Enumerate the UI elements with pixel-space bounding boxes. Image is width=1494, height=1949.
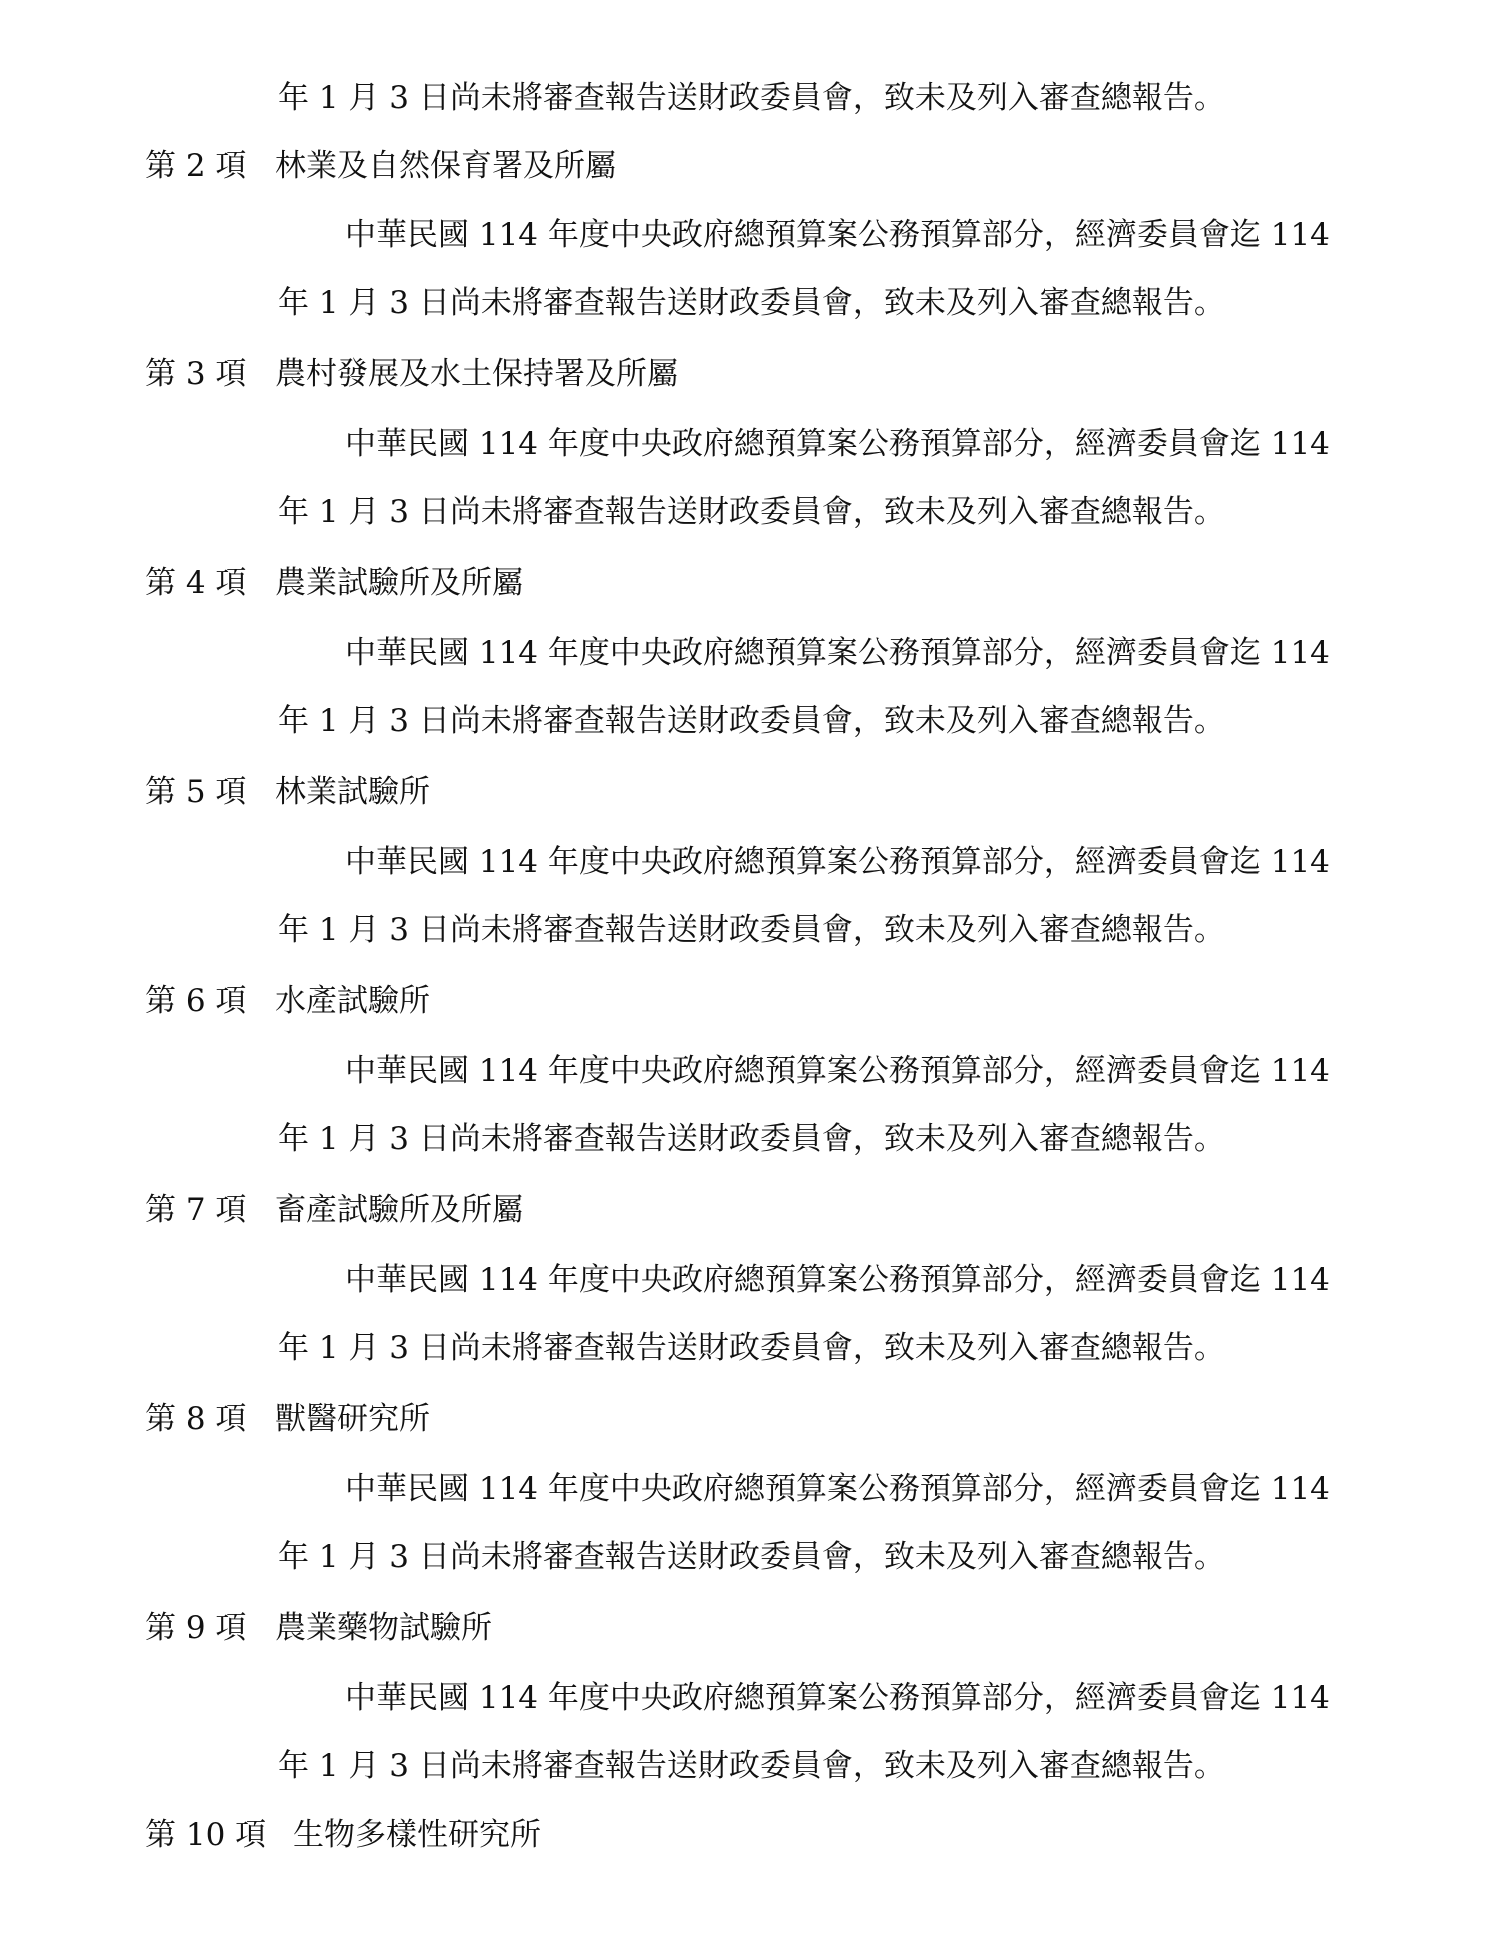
item-heading <box>145 1190 523 1230</box>
item-body-line-1: 中華民國 114 年度中央政府總預算案公務預算部分，經濟委員會迄 114 <box>345 1680 1330 1716</box>
item-number: 第 2 項 <box>145 148 247 184</box>
item-heading <box>145 1608 492 1648</box>
item-heading <box>145 981 430 1021</box>
item-heading <box>145 1815 541 1855</box>
item-number: 第 4 項 <box>145 565 247 601</box>
item-body-line-1: 中華民國 114 年度中央政府總預算案公務預算部分，經濟委員會迄 114 <box>345 1262 1330 1298</box>
item-title: 農業藥物試驗所 <box>275 1610 492 1646</box>
item-title: 林業試驗所 <box>275 774 430 810</box>
item-body-line-2: 年 1 月 3 日尚未將審查報告送財政委員會，致未及列入審查總報告。 <box>278 494 1225 530</box>
item-body-line-2: 年 1 月 3 日尚未將審查報告送財政委員會，致未及列入審查總報告。 <box>278 1330 1225 1366</box>
item-number: 第 3 項 <box>145 356 247 392</box>
item-title: 生物多樣性研究所 <box>293 1817 541 1853</box>
item-body-line-1: 中華民國 114 年度中央政府總預算案公務預算部分，經濟委員會迄 114 <box>345 635 1330 671</box>
item-title: 水產試驗所 <box>275 983 430 1019</box>
item-body-line-2: 年 1 月 3 日尚未將審查報告送財政委員會，致未及列入審查總報告。 <box>278 1121 1225 1157</box>
item-heading <box>145 146 616 186</box>
item-number: 第 8 項 <box>145 1401 247 1437</box>
item-body-line-1: 中華民國 114 年度中央政府總預算案公務預算部分，經濟委員會迄 114 <box>345 426 1330 462</box>
item-title: 林業及自然保育署及所屬 <box>275 148 616 184</box>
item-heading <box>145 563 523 603</box>
item-body-line-2: 年 1 月 3 日尚未將審查報告送財政委員會，致未及列入審查總報告。 <box>278 912 1225 948</box>
item-number: 第 6 項 <box>145 983 247 1019</box>
item-body-line-1: 中華民國 114 年度中央政府總預算案公務預算部分，經濟委員會迄 114 <box>345 217 1330 253</box>
item-body-line-1: 中華民國 114 年度中央政府總預算案公務預算部分，經濟委員會迄 114 <box>345 844 1330 880</box>
item-number: 第 5 項 <box>145 774 247 810</box>
item-number: 第 9 項 <box>145 1610 247 1646</box>
item-body-line-2: 年 1 月 3 日尚未將審查報告送財政委員會，致未及列入審查總報告。 <box>278 285 1225 321</box>
item-title: 獸醫研究所 <box>275 1401 430 1437</box>
item-title: 畜產試驗所及所屬 <box>275 1192 523 1228</box>
item-heading <box>145 354 678 394</box>
item-body-line-1: 中華民國 114 年度中央政府總預算案公務預算部分，經濟委員會迄 114 <box>345 1471 1330 1507</box>
item-body-line-2: 年 1 月 3 日尚未將審查報告送財政委員會，致未及列入審查總報告。 <box>278 1748 1225 1784</box>
item-body-line-2: 年 1 月 3 日尚未將審查報告送財政委員會，致未及列入審查總報告。 <box>278 1539 1225 1575</box>
item-title: 農村發展及水土保持署及所屬 <box>275 356 678 392</box>
item-number: 第 10 項 <box>145 1817 267 1853</box>
item-heading <box>145 1399 430 1439</box>
item-heading <box>145 772 430 812</box>
opening-tail-line: 年 1 月 3 日尚未將審查報告送財政委員會，致未及列入審查總報告。 <box>278 80 1225 116</box>
item-number: 第 7 項 <box>145 1192 247 1228</box>
item-body-line-1: 中華民國 114 年度中央政府總預算案公務預算部分，經濟委員會迄 114 <box>345 1053 1330 1089</box>
item-title: 農業試驗所及所屬 <box>275 565 523 601</box>
item-body-line-2: 年 1 月 3 日尚未將審查報告送財政委員會，致未及列入審查總報告。 <box>278 703 1225 739</box>
